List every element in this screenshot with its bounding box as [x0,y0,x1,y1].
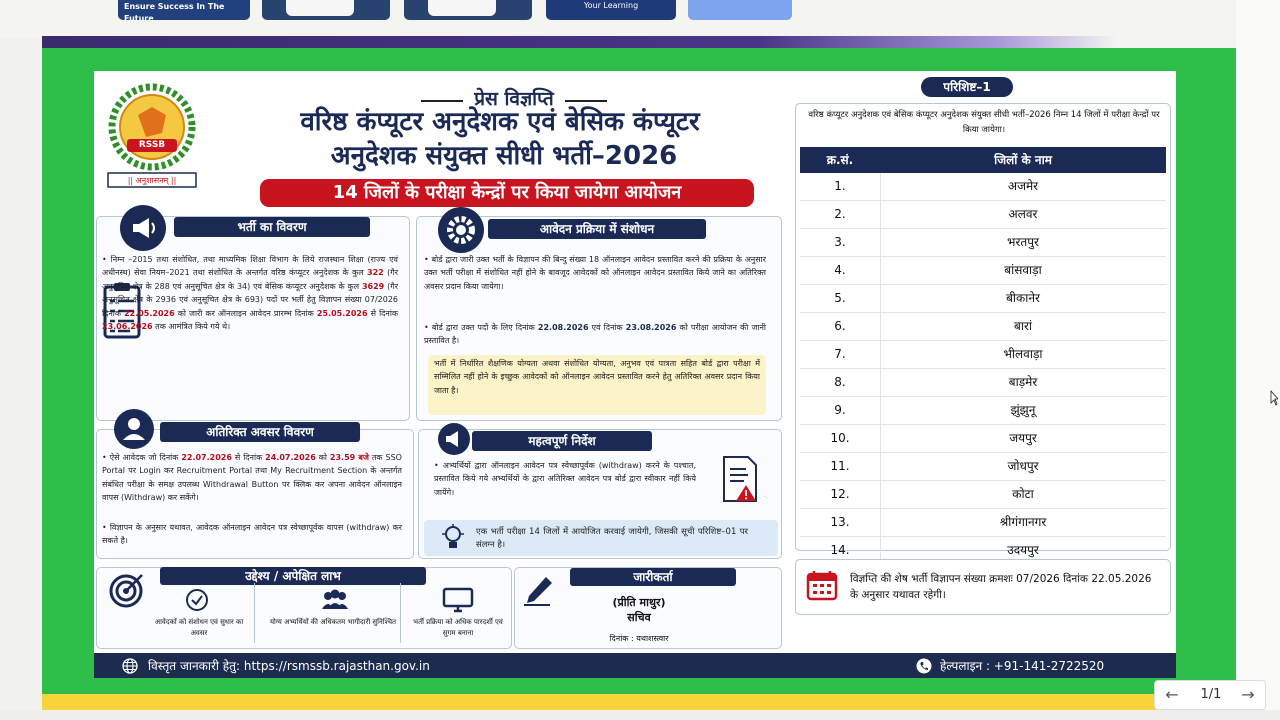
extra-chance-text-a: • ऐसे आवेदक जो दिनांक [102,453,179,462]
district-name: बीकानेर [1006,291,1040,305]
withdraw-start-date: 22.07.2026 [181,453,232,462]
amendment-point-2 [424,321,766,348]
district-row [800,425,1166,453]
next-page-button[interactable]: → [1241,685,1255,704]
megaphone-small-icon [438,423,470,455]
annexure-intro: वरिष्ठ कंप्यूटर अनुदेशक एवं बेसिक कंप्यूटर अनुदेशक संयुक्त सीधी भर्ती–2026 निम्न 14 जिलों में परीक्षा केन्द्रों पर किया जायेगा। [808,110,1160,135]
extra-chance-heading: अतिरिक्त अवसर विवरण [160,422,360,442]
amendment-point-2-b: एवं दिनांक [591,323,623,332]
district-serial: 3. [800,229,881,256]
recruitment-text-b: (गैर अनुसूचित क्षेत्र के 288 एवं अनुसूचित क्षेत्र के 34) एवं बेसिक कंप्यूटर अनुदेशक के कुल [102,268,398,291]
target-icon [108,571,146,609]
district-row [800,341,1166,369]
thumbnail-4[interactable] [546,0,676,20]
exam-date-2: 23.08.2026 [625,323,677,332]
district-name: भरतपुर [1007,235,1039,249]
district-serial: 2. [800,201,881,228]
district-row [800,397,1166,425]
issuer-name: (प्रीति माथुर) [612,596,666,609]
page-navigator [1154,680,1266,710]
amendment-heading: आवेदन प्रक्रिया में संशोधन [488,219,706,239]
district-row [800,453,1166,481]
check-circle-icon [184,587,210,613]
logo-text: RSSB [138,140,166,150]
extra-chance-text-d: तक SSO Portal पर Login कर Recruitment Portal तथा My Recruitment Section के अन्तर्गत संबंधित परीक्षा के समक्ष उपलब्ध Withdrawal Button पर क्लिक कर अपना आवेदन ऑनलाइन वापस (Withdraw) कर सकेंगे। [102,453,402,503]
district-name: भीलवाड़ा [1003,347,1043,361]
district-serial: 6. [800,313,881,340]
objective-item-2: योग्य अभ्यर्थियों की अधिकतम भागीदारी सुनिश्चित [269,618,397,626]
district-row [800,257,1166,285]
slide-top-bar [42,36,1236,48]
withdraw-end-time: 23.59 बजे [329,453,369,462]
exam-date-1: 22.08.2026 [537,323,589,332]
prev-page-button[interactable]: ← [1165,685,1179,704]
website-link[interactable]: विस्तृत जानकारी हेतु: https://rsmssb.rajasthan.gov.in [148,659,430,673]
page-title-line-2: अनुदेशक संयुक्त सीधी भर्ती–2026 [330,141,678,171]
district-serial: 12. [800,481,881,508]
advertisement-date: 22.05.2026 [124,308,175,318]
user-icon [114,409,154,449]
gear-icon [438,207,484,253]
district-serial: 5. [800,285,881,312]
exam-centres-banner: 14 जिलों के परीक्षा केन्द्रों पर किया जायेगा आयोजन [260,179,754,207]
district-name: श्रीगंगानगर [999,515,1047,529]
group-icon [320,587,350,613]
district-row [800,313,1166,341]
annexure-note-text: विज्ञप्ति की शेष भर्ती विज्ञापन संख्या क्रमशः 07/2026 दिनांक 22.05.2026 के अनुसार यथावत रहेगी। [850,573,1152,601]
district-row [800,509,1166,537]
district-name: बाड़मेर [1008,375,1038,389]
important-instructions-text: • अभ्यर्थियों द्वारा ऑनलाइन आवेदन पत्र स्वेच्छापूर्वक (withdraw) करने के पश्चात, प्रस्तावित किये गये अभ्यर्थियों के द्वारा अतिरिक्त आवेदन पत्र बोर्ड द्वारा स्वीकार नहीं किये जायेंगे। [434,461,696,497]
rssb-logo [102,81,202,193]
thumbnail-1[interactable] [118,0,250,23]
logo-motto: || अनुशासनम् || [127,176,177,185]
amendment-note: भर्ती में निर्धारित शैक्षणिक योग्यता अथवा संशोधित योग्यता, अनुभव एवं पात्रता सहित बोर्ड द्वारा परीक्षा में सम्मिलित नहीं होने के इच्छुक आवेदकों को ऑनलाइन आवेदन प्रस्तावित करने हेतु अतिरिक्त अवसर प्रदान किया जाता है। [428,355,766,415]
thumbnail-5[interactable] [688,0,792,20]
district-name: बांसवाड़ा [1004,263,1042,277]
helpline: हेल्पलाइन : +91-141-2722520 [940,659,1105,673]
document-footer [94,653,1176,678]
district-name: बारां [1014,319,1032,333]
amendment-point-2-c: को परीक्षा आयोजन की जानी प्रस्तावित है। [424,323,767,346]
senior-posts-count: 322 [367,268,384,278]
bottom-edge [0,710,1280,720]
thumbnail-3[interactable] [404,0,532,20]
amendment-point-2-a: • बोर्ड द्वारा उक्त पदों के लिए दिनांक [424,323,535,332]
press-release-document [94,71,1176,678]
extra-chance-point-2: • विज्ञापन के अनुसार यथावत, आवेदक ऑनलाइन आवेदन पत्र स्वेच्छापूर्वक वापस (withdraw) कर सकते है। [102,523,402,546]
district-serial: 13. [800,509,881,536]
district-name: कोटा [1012,487,1034,501]
recruitment-text-f: तक आमंत्रित किये गये थे। [155,322,231,332]
recruitment-text-d: को जारी कर ऑनलाइन आवेदन प्रारम्भ दिनांक [177,308,314,318]
application-end-date: 23.06.2026 [102,322,153,332]
district-serial: 1. [800,173,881,200]
issuer-heading: जारीकर्ता [570,568,736,586]
thumbnail-2[interactable] [262,0,390,20]
objective-heading: उद्देश्य / अपेक्षित लाभ [160,567,426,585]
lightbulb-icon [440,523,466,553]
slide-yellow-bar [42,694,1236,710]
district-serial: 9. [800,397,881,424]
column-serial: क्र.सं. [826,153,854,167]
district-row [800,481,1166,509]
district-serial: 7. [800,341,881,368]
district-table-body [800,173,1166,565]
district-name: झुंझुनू [1010,403,1036,417]
application-start-date: 25.05.2026 [316,308,368,318]
important-note-text: एक भर्ती परीक्षा 14 जिलों में आयोजित करवाई जायेगी, जिसकी सूची परिशिष्ट–01 पर संलग्न है। [476,527,748,551]
recruitment-text-c: (गैर अनुसूचित क्षेत्र के 2936 एवं अनुसूचित क्षेत्र के 693) पदों पर भर्ती हेतु विज्ञापन संख्या 07/2026 दिनांक [102,281,399,318]
extra-chance-text-b: से दिनांक [234,453,263,462]
objective-item-1: आवेदकों को संशोधन एवं सुधार का अवसर [154,618,244,637]
objective-divider-1 [254,583,255,643]
district-row [800,229,1166,257]
district-serial: 8. [800,369,881,396]
pen-icon [522,573,556,607]
press-release-label: प्रेस विज्ञप्ति [474,88,554,110]
issuer-date: दिनांक : यथाशस्त्वार [609,634,669,643]
monitor-icon [442,587,474,613]
district-serial: 4. [800,257,881,284]
globe-icon [122,658,138,674]
thumbnail-1-label: Ensure Success In The Future [124,2,225,23]
page-title-line-1: वरिष्ठ कंप्यूटर अनुदेशक एवं बेसिक कंप्यूटर [300,107,700,137]
district-serial: 14. [800,537,881,564]
extra-chance-point-1 [102,451,402,505]
district-name: जोधपुर [1007,459,1039,473]
objective-item-3: भर्ती प्रक्रिया को अधिक पारदर्शी एवं सुगम बनाना [413,618,503,637]
annexure-badge: परिशिष्ट–1 [921,77,1013,97]
recruitment-details-text [102,253,398,333]
district-name: अजमेर [1007,179,1039,193]
page-indicator: 1/1 [1200,687,1222,702]
mouse-cursor-icon [1270,390,1278,409]
amendment-point-1: • बोर्ड द्वारा जारी उक्त भर्ती के विज्ञापन की बिन्दु संख्या 18 ऑनलाइन आवेदन प्रस्तावित करने की प्रक्रिया के अनुसार उक्त भर्ती परीक्षा में संशोधित नहीं होने के बावजूद आवेदकों को ऑनलाइन आवेदन प्रस्तावित किये जाने का अतिरिक्त अवसर प्रदान किया जायेगा। [424,255,766,291]
calendar-icon [806,569,838,601]
document-warning-icon [720,455,760,505]
phone-icon [916,658,932,674]
extra-chance-text-c: को [318,453,327,462]
issuer-designation: सचिव [627,611,651,624]
megaphone-icon [120,205,166,251]
district-serial: 11. [800,453,881,480]
basic-posts-count: 3629 [361,281,385,291]
district-row [800,369,1166,397]
district-row [800,201,1166,229]
recruitment-details-heading: भर्ती का विवरण [174,217,370,237]
district-name: जयपुर [1009,431,1037,445]
withdraw-end-date: 24.07.2026 [265,453,316,462]
district-name: अलवर [1008,207,1038,221]
important-instructions-heading: महत्वपूर्ण निर्देश [472,431,652,451]
recruitment-text-a: • निम्न –2015 तथा संशोधित, तथा माध्यमिक शिक्षा विभाग के लिये राजस्थान शिक्षा (राज्य एवं अधीनस्थ) सेवा नियम–2021 तथा संशोधित के अन्तर्गत वरिष्ठ कंप्यूटर अनुदेशक के कुल [102,255,398,278]
column-district: जिलों के नाम [994,153,1052,167]
district-name: उदयपुर [1007,543,1039,557]
thumbnail-4-label: Your Learning [583,1,639,10]
district-serial: 10. [800,425,881,452]
district-row [800,173,1166,201]
district-row [800,285,1166,313]
recruitment-text-e: से दिनांक [370,308,399,318]
right-margin [1236,0,1280,720]
objective-divider-2 [400,583,401,643]
